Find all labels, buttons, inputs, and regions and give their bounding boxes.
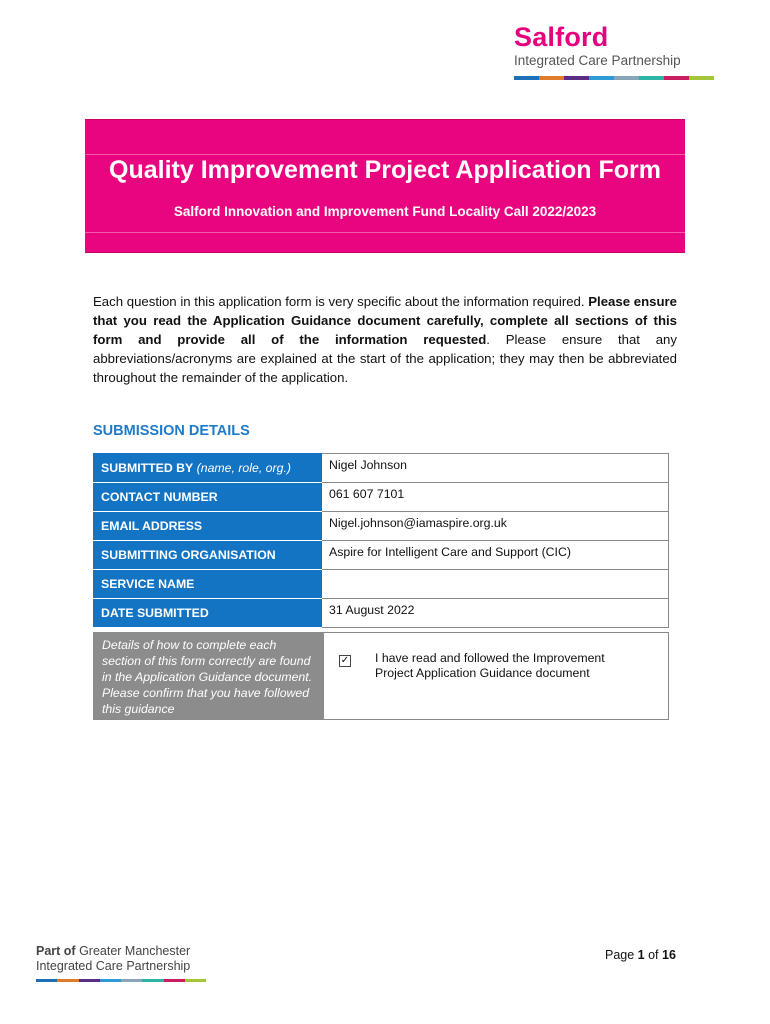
guidance-confirm-label: I have read and followed the Improvement Project Application Guidance document bbox=[375, 651, 605, 680]
table-row bbox=[94, 570, 669, 599]
stripe-segment bbox=[36, 979, 57, 982]
contact-number-field[interactable]: 061 607 7101 bbox=[322, 483, 669, 512]
organisation-field[interactable]: Aspire for Intelligent Care and Support (CIC) bbox=[322, 541, 669, 570]
stripe-segment bbox=[142, 979, 163, 982]
guidance-note: Details of how to complete each section of this form correctly are found in the Application Guidance document. Please confirm that you have followed this guidance bbox=[94, 633, 324, 720]
salford-logo bbox=[514, 22, 714, 80]
intro-paragraph bbox=[93, 292, 677, 387]
stripe-segment bbox=[57, 979, 78, 982]
banner-rule bbox=[85, 154, 685, 155]
submission-table bbox=[93, 453, 669, 628]
stripe-segment bbox=[164, 979, 185, 982]
stripe-segment bbox=[514, 76, 539, 80]
label-note: (name, role, org.) bbox=[193, 461, 291, 475]
title-banner bbox=[85, 119, 685, 253]
service-name-field[interactable] bbox=[322, 570, 669, 599]
logo-stripe bbox=[514, 76, 714, 80]
guidance-checkbox[interactable]: ✓ bbox=[340, 655, 350, 666]
row-label: DATE SUBMITTED bbox=[94, 599, 322, 628]
table-row bbox=[94, 633, 669, 720]
stripe-segment bbox=[689, 76, 714, 80]
row-label: SUBMITTING ORGANISATION bbox=[94, 541, 322, 570]
table-row bbox=[94, 454, 669, 483]
table-row bbox=[94, 541, 669, 570]
stripe-segment bbox=[589, 76, 614, 80]
footer-org-line2: Integrated Care Partnership bbox=[36, 959, 191, 973]
stripe-segment bbox=[100, 979, 121, 982]
stripe-segment bbox=[121, 979, 142, 982]
page-number: Page 1 of 16 bbox=[605, 948, 676, 962]
row-label: SERVICE NAME bbox=[94, 570, 322, 599]
stripe-segment bbox=[639, 76, 664, 80]
footer-part-of: Part of bbox=[36, 944, 76, 958]
table-row bbox=[94, 512, 669, 541]
banner-rule bbox=[85, 232, 685, 233]
logo-brand: Salford bbox=[514, 22, 609, 52]
email-field[interactable]: Nigel.johnson@iamaspire.org.uk bbox=[322, 512, 669, 541]
row-label: EMAIL ADDRESS bbox=[94, 512, 322, 541]
stripe-segment bbox=[564, 76, 589, 80]
intro-emphasis: Please ensure that you read the Application Guidance document carefully, complete all sections of this form and provide all of the information requested bbox=[93, 294, 677, 347]
intro-text-end: . Please ensure that any abbreviations/acronyms are explained at the start of the application; they may then be abbreviated throughout the remainder of the application. bbox=[93, 332, 677, 385]
footer-org-line1: Greater Manchester bbox=[75, 944, 191, 958]
row-label: SUBMITTED BY (name, role, org.) bbox=[94, 454, 322, 483]
stripe-segment bbox=[79, 979, 100, 982]
guidance-table bbox=[93, 632, 669, 720]
date-submitted-field[interactable]: 31 August 2022 bbox=[322, 599, 669, 628]
footer-stripe bbox=[36, 979, 206, 982]
stripe-segment bbox=[185, 979, 206, 982]
form-title: Quality Improvement Project Application Form bbox=[109, 156, 661, 184]
stripe-segment bbox=[664, 76, 689, 80]
intro-text: Each question in this application form is very specific about the information required. bbox=[93, 294, 589, 309]
guidance-confirm-cell bbox=[324, 633, 669, 720]
stripe-segment bbox=[539, 76, 564, 80]
logo-subtitle: Integrated Care Partnership bbox=[514, 53, 681, 68]
footer-logo bbox=[36, 944, 206, 982]
table-row bbox=[94, 483, 669, 512]
submission-heading: SUBMISSION DETAILS bbox=[93, 423, 250, 439]
row-label: CONTACT NUMBER bbox=[94, 483, 322, 512]
form-subtitle: Salford Innovation and Improvement Fund Locality Call 2022/2023 bbox=[173, 204, 597, 219]
stripe-segment bbox=[614, 76, 639, 80]
submitted-by-field[interactable]: Nigel Johnson bbox=[322, 454, 669, 483]
table-row bbox=[94, 599, 669, 628]
